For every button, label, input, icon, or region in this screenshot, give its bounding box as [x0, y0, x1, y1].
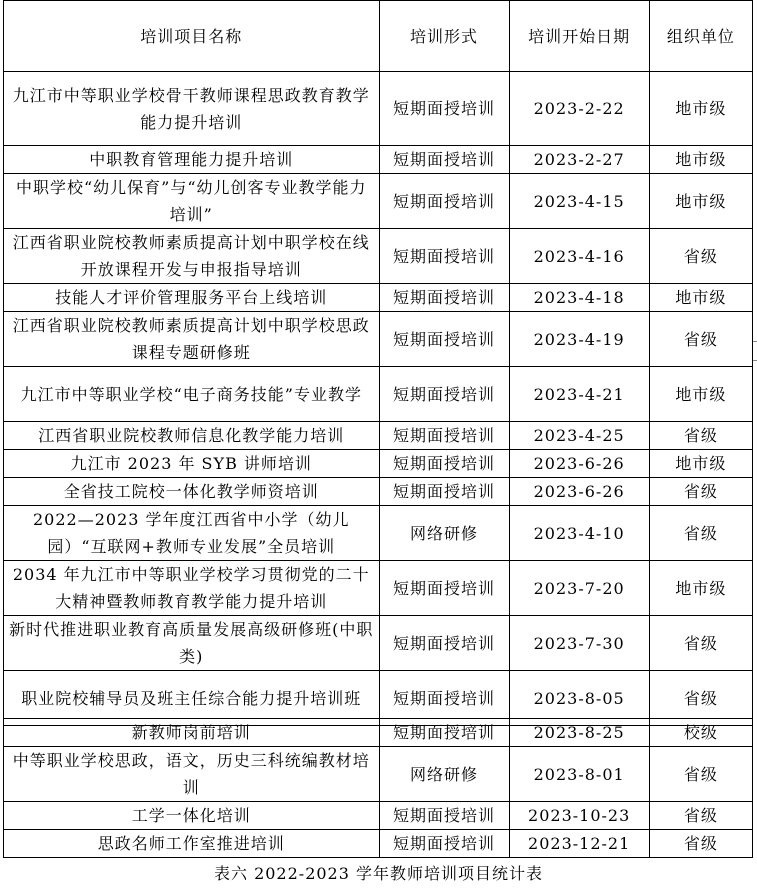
table-body-part-2 [4, 719, 753, 858]
cell-project-name: 工学一体化培训 [4, 802, 380, 830]
cell-training-form: 短期面授培训 [379, 616, 509, 671]
table-body-part-1 [4, 72, 753, 726]
cell-training-form: 网络研修 [379, 506, 509, 561]
cell-organizer: 省级 [649, 802, 752, 830]
cell-organizer: 省级 [649, 616, 752, 671]
cell-project-name: 江西省职业院校教师素质提高计划中职学校在线开放课程开发与申报指导培训 [4, 229, 380, 284]
table-row [4, 450, 753, 478]
cell-organizer: 省级 [649, 506, 752, 561]
cell-organizer: 省级 [649, 478, 752, 506]
cell-training-form: 网络研修 [379, 747, 509, 802]
table-caption: 表六 2022-2023 学年教师培训项目统计表 [213, 864, 544, 883]
cell-organizer: 地市级 [649, 174, 752, 229]
cell-training-form: 短期面授培训 [379, 561, 509, 616]
table-row [4, 747, 753, 802]
table-row [4, 367, 753, 422]
page-edge-mark [753, 360, 757, 361]
table-row [4, 174, 753, 229]
header-organizer: 组织单位 [649, 1, 752, 72]
cell-project-name: 新教师岗前培训 [4, 719, 380, 747]
cell-start-date: 2023-4-25 [509, 422, 649, 450]
cell-project-name: 九江市 2023 年 SYB 讲师培训 [4, 450, 380, 478]
header-training-form: 培训形式 [379, 1, 509, 72]
cell-project-name: 九江市中等职业学校骨干教师课程思政教育教学能力提升培训 [4, 72, 380, 146]
table-header-row [4, 1, 753, 72]
cell-project-name: 新时代推进职业教育高质量发展高级研修班(中职类) [4, 616, 380, 671]
cell-start-date: 2023-10-23 [509, 802, 649, 830]
cell-organizer: 省级 [649, 671, 752, 726]
cell-project-name: 江西省职业院校教师素质提高计划中职学校思政课程专题研修班 [4, 312, 380, 367]
table-row [4, 146, 753, 174]
cell-start-date: 2023-4-18 [509, 284, 649, 312]
cell-project-name: 2022—2023 学年度江西省中小学（幼儿园）“互联网+教师专业发展”全员培训 [4, 506, 380, 561]
cell-start-date: 2023-2-27 [509, 146, 649, 174]
cell-start-date: 2023-8-01 [509, 747, 649, 802]
cell-training-form: 短期面授培训 [379, 367, 509, 422]
cell-start-date: 2023-2-22 [509, 72, 649, 146]
cell-organizer: 地市级 [649, 561, 752, 616]
cell-training-form: 短期面授培训 [379, 312, 509, 367]
cell-start-date: 2023-6-26 [509, 450, 649, 478]
cell-start-date: 2023-8-05 [509, 671, 649, 726]
table-row [4, 284, 753, 312]
cell-training-form: 短期面授培训 [379, 146, 509, 174]
table-row [4, 719, 753, 747]
cell-project-name: 全省技工院校一体化教学师资培训 [4, 478, 380, 506]
cell-training-form: 短期面授培训 [379, 802, 509, 830]
training-table-part-2 [3, 718, 753, 858]
cell-project-name: 中等职业学校思政，语文，历史三科统编教材培训 [4, 747, 380, 802]
cell-training-form: 短期面授培训 [379, 229, 509, 284]
cell-training-form: 短期面授培训 [379, 478, 509, 506]
cell-project-name: 中职教育管理能力提升培训 [4, 146, 380, 174]
table-row [4, 422, 753, 450]
table-row [4, 616, 753, 671]
cell-organizer: 省级 [649, 229, 752, 284]
cell-organizer: 地市级 [649, 146, 752, 174]
cell-project-name: 职业院校辅导员及班主任综合能力提升培训班 [4, 671, 380, 726]
table-row [4, 561, 753, 616]
cell-training-form: 短期面授培训 [379, 671, 509, 726]
cell-organizer: 校级 [649, 719, 752, 747]
cell-start-date: 2023-7-20 [509, 561, 649, 616]
table-row [4, 312, 753, 367]
cell-organizer: 省级 [649, 422, 752, 450]
cell-organizer: 地市级 [649, 450, 752, 478]
table-row [4, 830, 753, 858]
table-row [4, 478, 753, 506]
header-start-date: 培训开始日期 [509, 1, 649, 72]
cell-training-form: 短期面授培训 [379, 450, 509, 478]
cell-project-name: 江西省职业院校教师信息化教学能力培训 [4, 422, 380, 450]
cell-organizer: 地市级 [649, 72, 752, 146]
table-row [4, 229, 753, 284]
cell-project-name: 中职学校“幼儿保育”与“幼儿创客专业教学能力培训” [4, 174, 380, 229]
cell-training-form: 短期面授培训 [379, 284, 509, 312]
cell-project-name: 技能人才评价管理服务平台上线培训 [4, 284, 380, 312]
cell-start-date: 2023-4-19 [509, 312, 649, 367]
cell-start-date: 2023-7-30 [509, 616, 649, 671]
cell-project-name: 2034 年九江市中等职业学校学习贯彻党的二十大精神暨教师教育教学能力提升培训 [4, 561, 380, 616]
cell-organizer: 省级 [649, 312, 752, 367]
cell-project-name: 九江市中等职业学校“电子商务技能”专业教学 [4, 367, 380, 422]
table-row [4, 72, 753, 146]
header-project-name: 培训项目名称 [4, 1, 380, 72]
cell-start-date: 2023-4-16 [509, 229, 649, 284]
table-row [4, 802, 753, 830]
cell-start-date: 2023-12-21 [509, 830, 649, 858]
cell-start-date: 2023-4-15 [509, 174, 649, 229]
page-edge-mark [753, 341, 757, 342]
training-table-part-1 [3, 0, 753, 726]
cell-organizer: 省级 [649, 830, 752, 858]
table-row [4, 506, 753, 561]
cell-project-name: 思政名师工作室推进培训 [4, 830, 380, 858]
cell-training-form: 短期面授培训 [379, 830, 509, 858]
cell-start-date: 2023-4-10 [509, 506, 649, 561]
cell-organizer: 省级 [649, 747, 752, 802]
cell-training-form: 短期面授培训 [379, 174, 509, 229]
cell-training-form: 短期面授培训 [379, 72, 509, 146]
cell-start-date: 2023-4-21 [509, 367, 649, 422]
cell-organizer: 地市级 [649, 284, 752, 312]
cell-start-date: 2023-8-25 [509, 719, 649, 747]
cell-start-date: 2023-6-26 [509, 478, 649, 506]
cell-training-form: 短期面授培训 [379, 719, 509, 747]
cell-organizer: 地市级 [649, 367, 752, 422]
cell-training-form: 短期面授培训 [379, 422, 509, 450]
